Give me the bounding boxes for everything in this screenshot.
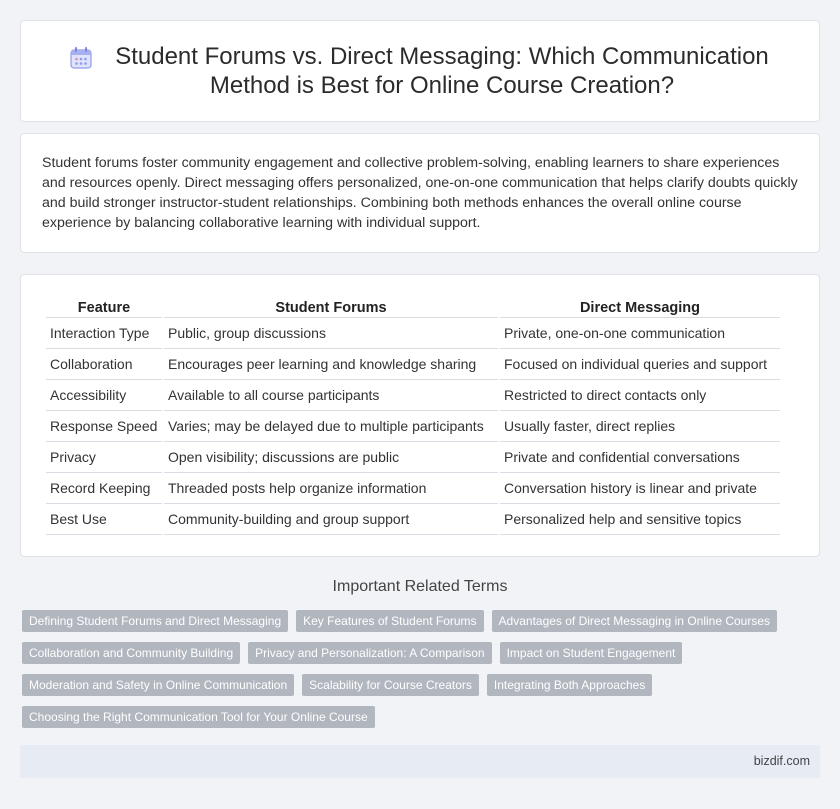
cell-forums: Available to all course participants	[164, 380, 498, 411]
header-direct-messaging: Direct Messaging	[500, 294, 780, 318]
cell-feature: Collaboration	[46, 349, 162, 380]
table-row	[46, 380, 780, 411]
table-row	[46, 318, 780, 349]
cell-forums: Varies; may be delayed due to multiple participants	[164, 411, 498, 442]
cell-forums: Encourages peer learning and knowledge sharing	[164, 349, 498, 380]
cell-messaging: Focused on individual queries and support	[500, 349, 780, 380]
title-wrap	[21, 21, 819, 121]
cell-messaging: Conversation history is linear and private	[500, 473, 780, 504]
cell-feature: Record Keeping	[46, 473, 162, 504]
table-row	[46, 473, 780, 504]
cell-messaging: Private, one-on-one communication	[500, 318, 780, 349]
cell-feature: Interaction Type	[46, 318, 162, 349]
page-title: Student Forums vs. Direct Messaging: Which Communication Method is Best for Online Course Creation?	[115, 43, 769, 99]
term-tag[interactable]: Advantages of Direct Messaging in Online Courses	[492, 610, 777, 632]
footer-site-link[interactable]: bizdif.com	[753, 754, 810, 768]
term-tag[interactable]: Privacy and Personalization: A Comparison	[248, 642, 491, 664]
term-tag[interactable]: Collaboration and Community Building	[22, 642, 240, 664]
cell-forums: Threaded posts help organize information	[164, 473, 498, 504]
table-row	[46, 442, 780, 473]
term-tag[interactable]: Scalability for Course Creators	[302, 674, 479, 696]
comparison-table	[44, 294, 782, 535]
cell-messaging: Personalized help and sensitive topics	[500, 504, 780, 535]
related-terms-list	[22, 610, 802, 728]
term-tag[interactable]: Moderation and Safety in Online Communication	[22, 674, 294, 696]
cell-feature: Response Speed	[46, 411, 162, 442]
cell-messaging: Usually faster, direct replies	[500, 411, 780, 442]
cell-feature: Privacy	[46, 442, 162, 473]
cell-forums: Community-building and group support	[164, 504, 498, 535]
related-terms-title: Important Related Terms	[332, 578, 508, 595]
term-tag[interactable]: Impact on Student Engagement	[500, 642, 683, 664]
table-header-row	[46, 294, 780, 318]
term-tag[interactable]: Key Features of Student Forums	[296, 610, 483, 632]
term-tag[interactable]: Choosing the Right Communication Tool for Your Online Course	[22, 706, 375, 728]
header-student-forums: Student Forums	[164, 294, 498, 318]
term-tag[interactable]: Integrating Both Approaches	[487, 674, 652, 696]
table-row	[46, 349, 780, 380]
table-row	[46, 504, 780, 535]
intro-card	[20, 133, 820, 253]
cell-messaging: Private and confidential conversations	[500, 442, 780, 473]
footer	[20, 745, 820, 778]
cell-messaging: Restricted to direct contacts only	[500, 380, 780, 411]
comparison-table-card	[20, 274, 820, 557]
header-card	[20, 20, 820, 122]
term-tag[interactable]: Defining Student Forums and Direct Messaging	[22, 610, 288, 632]
cell-feature: Accessibility	[46, 380, 162, 411]
cell-forums: Open visibility; discussions are public	[164, 442, 498, 473]
header-feature: Feature	[46, 294, 162, 318]
cell-feature: Best Use	[46, 504, 162, 535]
table-row	[46, 411, 780, 442]
cell-forums: Public, group discussions	[164, 318, 498, 349]
intro-paragraph: Student forums foster community engagement and collective problem-solving, enabling learners to share experiences and resources openly. Direct messaging offers personalized, one-on-one communication that helps clarify doubts quickly and build stronger instructor-student relationships. Combining both methods enhances the overall online course experience by balancing collaborative learning with individual support.	[42, 155, 798, 231]
calendar-icon	[68, 45, 94, 71]
